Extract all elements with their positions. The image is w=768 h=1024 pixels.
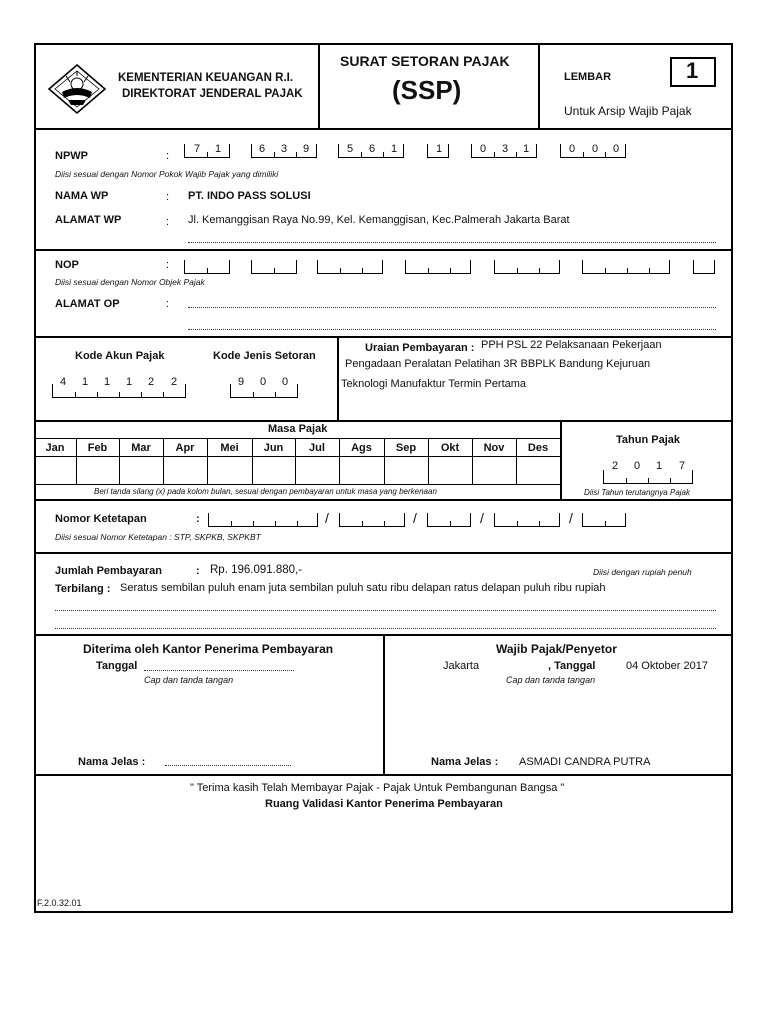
nama-wp-colon: : bbox=[166, 191, 170, 203]
npwp-digit: 1 bbox=[215, 143, 222, 155]
jumlah-value: Rp. 196.091.880,- bbox=[210, 564, 303, 576]
ketetapan-colon: : bbox=[196, 513, 200, 525]
month-sep[interactable]: Sep bbox=[395, 442, 417, 454]
masa-pajak-label: Masa Pajak bbox=[268, 423, 328, 435]
nop-box bbox=[693, 260, 715, 274]
tahun-digit: 7 bbox=[679, 460, 686, 472]
ketetapan-box bbox=[339, 513, 405, 527]
kode-akun-digit: 1 bbox=[104, 376, 111, 388]
receiver-tanggal-line bbox=[144, 670, 294, 671]
receiver-nama-line bbox=[165, 765, 291, 766]
jumlah-colon: : bbox=[196, 565, 200, 577]
nop-colon: : bbox=[166, 259, 170, 271]
nop-box bbox=[405, 260, 471, 274]
receiver-tanggal-label: Tanggal bbox=[96, 660, 138, 672]
payer-city: Jakarta bbox=[443, 660, 480, 672]
alamat-wp-line bbox=[188, 242, 716, 243]
month-feb[interactable]: Feb bbox=[87, 442, 108, 454]
receiver-title: Diterima oleh Kantor Penerima Pembayaran bbox=[83, 642, 334, 656]
directorate-name: DIREKTORAT JENDERAL PAJAK bbox=[122, 88, 303, 100]
tahun-hint: Diisi Tahun terutangnya Pajak bbox=[584, 488, 690, 497]
npwp-digit: 0 bbox=[480, 143, 487, 155]
form-number: F.2.0.32.01 bbox=[37, 898, 82, 908]
kode-jenis-digit: 0 bbox=[282, 376, 289, 388]
section-line-1 bbox=[34, 128, 733, 130]
nama-wp-value: PT. INDO PASS SOLUSI bbox=[188, 190, 311, 202]
tahun-digit: 1 bbox=[656, 460, 663, 472]
payer-nama-value: ASMADI CANDRA PUTRA bbox=[519, 756, 651, 768]
npwp-digit: 9 bbox=[303, 143, 310, 155]
nop-box bbox=[251, 260, 297, 274]
alamat-op-colon: : bbox=[166, 298, 170, 310]
payer-nama-label: Nama Jelas : bbox=[431, 756, 499, 768]
section-line-5 bbox=[34, 499, 733, 501]
npwp-digit: 1 bbox=[391, 143, 398, 155]
npwp-digit: 7 bbox=[194, 143, 201, 155]
payer-cap-label: Cap dan tanda tangan bbox=[506, 675, 596, 685]
months-hint: Beri tanda silang (x) pada kolom bulan, sesuai dengan pembayaran untuk masa yang berkenaan bbox=[94, 487, 437, 496]
signature-divider bbox=[383, 634, 385, 775]
lembar-number: 1 bbox=[686, 58, 699, 83]
npwp-digit: 5 bbox=[347, 143, 354, 155]
ketetapan-slash: / bbox=[480, 510, 484, 526]
tahun-box bbox=[603, 470, 693, 484]
ketetapan-slash: / bbox=[569, 510, 573, 526]
kode-jenis-digit: 0 bbox=[260, 376, 267, 388]
nop-box bbox=[317, 260, 383, 274]
terbilang-value: Seratus sembilan puluh enam juta sembilan puluh satu ribu delapan ratus delapan puluh ribu rupiah bbox=[120, 582, 606, 594]
ketetapan-box bbox=[494, 513, 560, 527]
tahun-digit: 2 bbox=[612, 460, 619, 472]
uraian-label: Uraian Pembayaran : bbox=[365, 342, 475, 354]
month-jun[interactable]: Jun bbox=[263, 442, 284, 454]
terbilang-line-2 bbox=[55, 628, 716, 629]
month-okt[interactable]: Okt bbox=[440, 442, 460, 454]
npwp-digit: 0 bbox=[569, 143, 576, 155]
receiver-nama-label: Nama Jelas : bbox=[78, 756, 146, 768]
validation-label: Ruang Validasi Kantor Penerima Pembayaran bbox=[265, 798, 503, 810]
npwp-digit: 3 bbox=[281, 143, 288, 155]
month-ags[interactable]: Ags bbox=[351, 442, 372, 454]
terbilang-line-1 bbox=[55, 610, 716, 611]
ketetapan-box bbox=[427, 513, 471, 527]
tahun-digit: 0 bbox=[634, 460, 641, 472]
alamat-op-label: ALAMAT OP bbox=[55, 298, 120, 310]
month-des[interactable]: Des bbox=[527, 442, 549, 454]
uraian-line-1: PPH PSL 22 Pelaksanaan Pekerjaan bbox=[481, 339, 662, 351]
form-title: SURAT SETORAN PAJAK bbox=[340, 53, 510, 69]
kode-jenis-label: Kode Jenis Setoran bbox=[213, 350, 316, 362]
month-header-bottom bbox=[34, 456, 560, 457]
nama-wp-label: NAMA WP bbox=[55, 190, 109, 202]
ketetapan-slash: / bbox=[413, 510, 417, 526]
kode-akun-digit: 2 bbox=[148, 376, 155, 388]
thanks-message: " Terima kasih Telah Membayar Pajak - Pajak Untuk Pembangunan Bangsa " bbox=[190, 782, 565, 794]
ketetapan-box bbox=[582, 513, 626, 527]
section-line-6 bbox=[34, 552, 733, 554]
month-cells-bottom bbox=[34, 484, 560, 485]
tahun-pajak-label: Tahun Pajak bbox=[616, 434, 680, 446]
npwp-digit: 1 bbox=[523, 143, 530, 155]
npwp-digit: 3 bbox=[502, 143, 509, 155]
section-line-8 bbox=[34, 774, 733, 776]
kode-akun-digit: 4 bbox=[60, 376, 67, 388]
nop-hint: Diisi sesuai dengan Nomor Objek Pajak bbox=[55, 277, 205, 287]
month-nov[interactable]: Nov bbox=[483, 442, 505, 454]
jumlah-hint: Diisi dengan rupiah penuh bbox=[593, 567, 692, 577]
npwp-group-1 bbox=[184, 144, 230, 158]
npwp-hint: Diisi sesuai dengan Nomor Pokok Wajib Pajak yang dimiliki bbox=[55, 169, 279, 179]
month-mei[interactable]: Mei bbox=[220, 442, 239, 454]
form-code: (SSP) bbox=[392, 75, 462, 105]
kode-akun-digit: 1 bbox=[126, 376, 133, 388]
kode-akun-box bbox=[52, 384, 186, 398]
masa-divider bbox=[560, 420, 562, 500]
ministry-name: KEMENTERIAN KEUANGAN R.I. bbox=[118, 72, 294, 84]
lembar-label: LEMBAR bbox=[564, 71, 612, 83]
nop-box bbox=[184, 260, 230, 274]
ketetapan-box bbox=[208, 513, 318, 527]
month-apr[interactable]: Apr bbox=[175, 442, 195, 454]
uraian-line-3: Teknologi Manufaktur Termin Pertama bbox=[341, 378, 527, 390]
uraian-line-2: Pengadaan Peralatan Pelatihan 3R BBPLK Bandung Kejuruan bbox=[345, 358, 651, 370]
nop-box bbox=[582, 260, 670, 274]
nop-label: NOP bbox=[55, 259, 79, 271]
kode-jenis-digit: 9 bbox=[238, 376, 245, 388]
jumlah-label: Jumlah Pembayaran bbox=[55, 565, 162, 577]
npwp-digit: 0 bbox=[592, 143, 599, 155]
terbilang-label: Terbilang : bbox=[55, 583, 111, 595]
month-header-top bbox=[34, 438, 560, 439]
ketetapan-hint: Diisi sesuai Nomor Ketetapan : STP, SKPKB, SKPKBT bbox=[55, 532, 261, 542]
nop-box bbox=[494, 260, 560, 274]
alamat-wp-colon: : bbox=[166, 216, 170, 228]
npwp-digit: 6 bbox=[369, 143, 376, 155]
section-line-2 bbox=[34, 249, 733, 251]
kode-akun-digit: 2 bbox=[171, 376, 178, 388]
npwp-label: NPWP bbox=[55, 150, 88, 162]
payer-date: 04 Oktober 2017 bbox=[626, 660, 708, 672]
header-divider-2 bbox=[538, 43, 540, 129]
receiver-cap-label: Cap dan tanda tangan bbox=[144, 675, 234, 685]
section-line-3 bbox=[34, 336, 733, 338]
alamat-wp-label: ALAMAT WP bbox=[55, 214, 122, 226]
month-jul[interactable]: Jul bbox=[309, 442, 325, 454]
ministry-logo bbox=[46, 62, 108, 116]
payer-title: Wajib Pajak/Penyetor bbox=[496, 642, 617, 656]
kode-divider bbox=[337, 336, 339, 421]
npwp-digit: 6 bbox=[259, 143, 266, 155]
alamat-wp-value: Jl. Kemanggisan Raya No.99, Kel. Kemanggisan, Kec.Palmerah Jakarta Barat bbox=[188, 214, 570, 226]
alamat-op-line-1 bbox=[188, 307, 716, 308]
payer-tanggal-label: , Tanggal bbox=[548, 660, 596, 672]
kode-akun-label: Kode Akun Pajak bbox=[75, 350, 165, 362]
header-divider-1 bbox=[318, 43, 320, 129]
npwp-digit: 0 bbox=[613, 143, 620, 155]
kode-akun-digit: 1 bbox=[82, 376, 89, 388]
ketetapan-slash: / bbox=[325, 510, 329, 526]
npwp-digit: 1 bbox=[436, 143, 443, 155]
month-jan[interactable]: Jan bbox=[45, 442, 65, 454]
section-line-4 bbox=[34, 420, 733, 422]
npwp-colon: : bbox=[166, 150, 170, 162]
month-mar[interactable]: Mar bbox=[131, 442, 151, 454]
ketetapan-label: Nomor Ketetapan bbox=[55, 513, 147, 525]
alamat-op-line-2 bbox=[188, 329, 716, 330]
copy-for-label: Untuk Arsip Wajib Pajak bbox=[564, 104, 692, 118]
